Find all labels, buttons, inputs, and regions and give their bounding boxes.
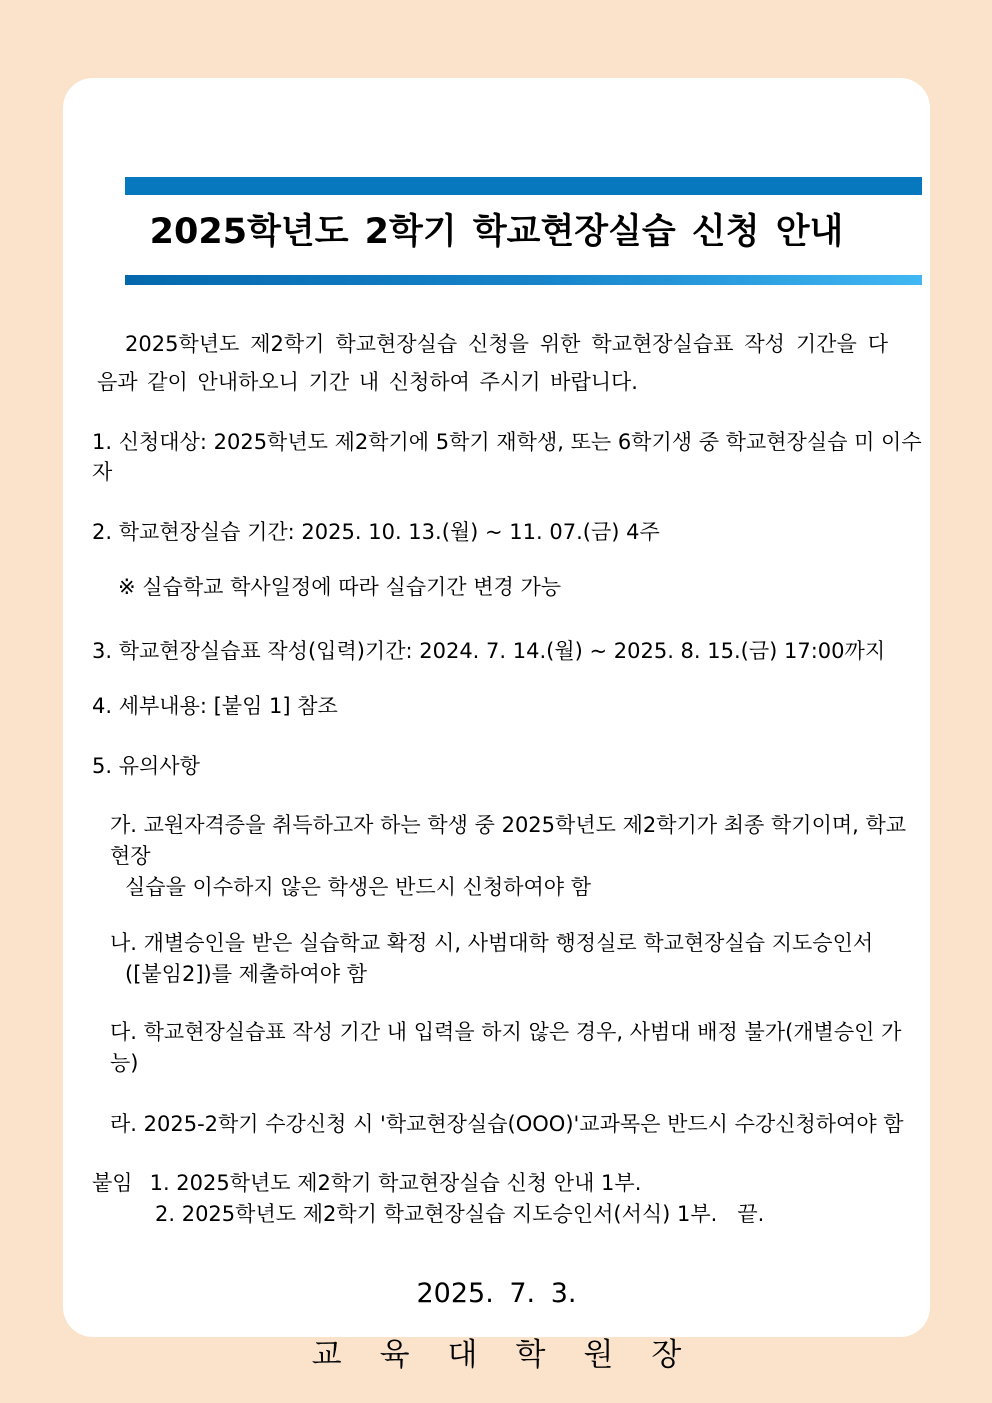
sub-item-na (63, 928, 930, 990)
list-item-5-cautions: 5. 유의사항 (92, 754, 200, 778)
intro-paragraph: 2025학년도 제2학기 학교현장실습 신청을 위한 학교현장실습표 작성 기간을 다음과 같이 안내하오니 기간 내 신청하여 주시기 바랍니다. (97, 332, 888, 394)
sub-item-ra-line-1: 라. 2025-2학기 수강신청 시 '학교현장실습(OOO)'교과목은 반드시 수강신청하여야 함 (110, 1112, 904, 1136)
title-top-bar (125, 177, 922, 195)
sub-item-da (63, 1017, 930, 1079)
list-item-4-details: 4. 세부내용: [붙임 1] 참조 (92, 694, 338, 718)
title-bottom-bar (125, 275, 922, 285)
sub-item-ga-line-1: 가. 교원자격증을 취득하고자 하는 학생 중 2025학년도 제2학기가 최종 학기이며, 학교현장 (110, 813, 907, 868)
page-title: 2025학년도 2학기 학교현장실습 신청 안내 (149, 212, 844, 252)
signature-title: 교육대학원장 (311, 1337, 720, 1373)
attachments-row-1 (63, 1168, 930, 1199)
sub-item-da-line-1: 다. 학교현장실습표 작성 기간 내 입력을 하지 않은 경우, 사범대 배정 불가(개별승인 가능) (110, 1020, 902, 1075)
sub-item-ga (63, 810, 930, 903)
notice-paper (63, 78, 930, 1373)
list-item-2-note: ※ 실습학교 학사일정에 따라 실습기간 변경 가능 (118, 575, 562, 599)
attachment-item-1: 1. 2025학년도 제2학기 학교현장실습 신청 안내 1부. (149, 1171, 642, 1195)
sub-item-ga-line-2: 실습을 이수하지 않은 학생은 반드시 신청하여야 함 (125, 875, 592, 899)
list-item-2-practice-period: 2. 학교현장실습 기간: 2025. 10. 13.(월) ~ 11. 07.(금) 4주 (92, 520, 660, 544)
attachments-label: 붙임 (92, 1171, 133, 1195)
list-item-1-applicants: 1. 신청대상: 2025학년도 제2학기에 5학기 재학생, 또는 6학기생 중 학교현장실습 미 이수자 (92, 430, 922, 484)
list-item-3-entry-period: 3. 학교현장실습표 작성(입력)기간: 2024. 7. 14.(월) ~ 2025. 8. 15.(금) 17:00까지 (92, 639, 886, 663)
sub-item-na-line-1: 나. 개별승인을 받은 실습학교 확정 시, 사범대학 행정실로 학교현장실습 지도승인서 (110, 931, 874, 955)
attachments-block (63, 1168, 930, 1230)
sub-item-ra (63, 1109, 930, 1140)
attachment-item-2: 2. 2025학년도 제2학기 학교현장실습 지도승인서(서식) 1부. 끝. (155, 1202, 765, 1226)
document-date: 2025. 7. 3. (416, 1278, 577, 1309)
sub-item-na-line-2: ([붙임2])를 제출하여야 함 (125, 962, 368, 986)
